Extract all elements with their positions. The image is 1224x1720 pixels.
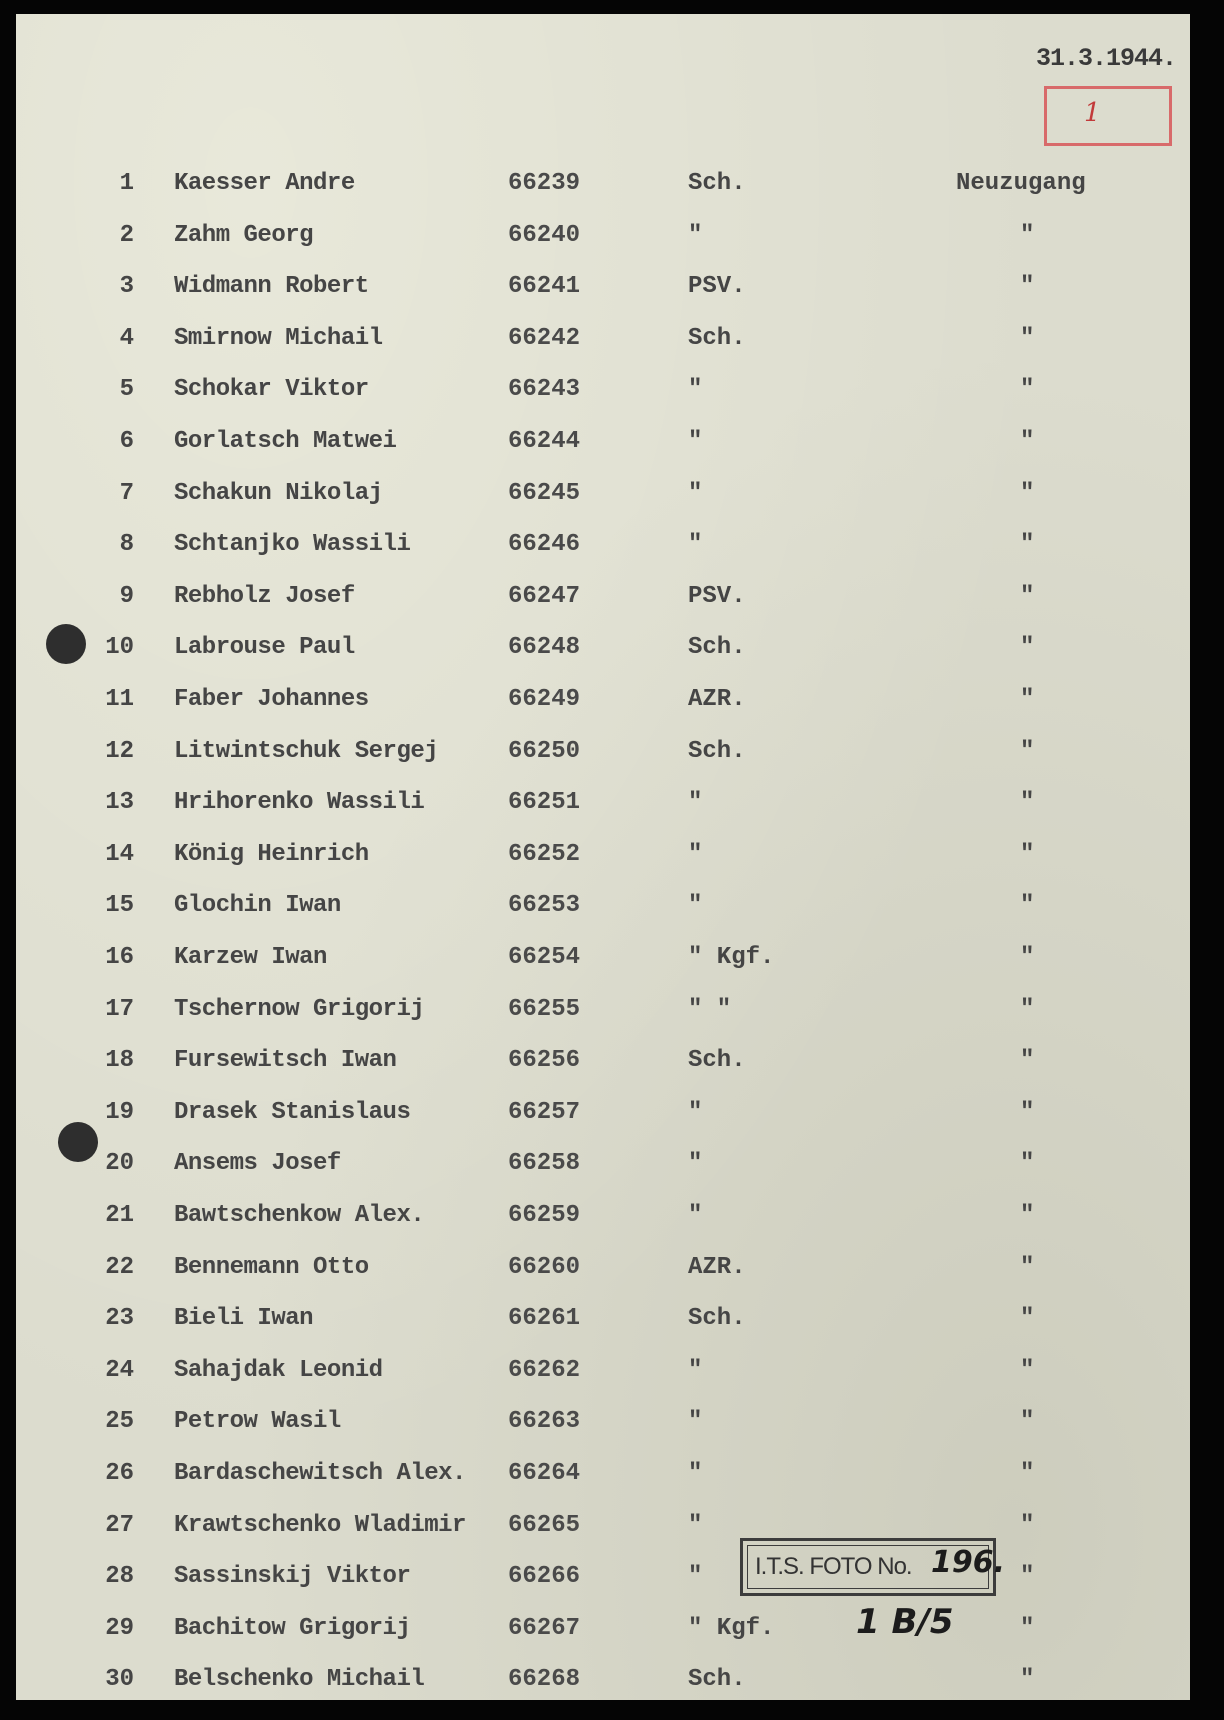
person-name: König Heinrich <box>174 840 369 868</box>
list-row <box>16 680 1190 720</box>
row-number: 23 <box>105 1305 134 1333</box>
prisoner-number: 66264 <box>508 1460 581 1487</box>
row-number: 17 <box>105 995 134 1023</box>
prisoner-number: 66246 <box>508 531 581 559</box>
category: Sch. <box>688 324 746 352</box>
list-row <box>16 422 1190 462</box>
list-row <box>16 370 1190 410</box>
category: " <box>688 1408 703 1436</box>
person-name: Gorlatsch Matwei <box>174 428 397 455</box>
category: " " <box>688 995 732 1023</box>
person-name: Fursewitsch Iwan <box>174 1047 397 1075</box>
category: Sch. <box>688 1305 746 1333</box>
category: Sch. <box>688 1666 746 1694</box>
person-name: Krawtschenko Wladimir <box>174 1511 466 1539</box>
list-row <box>16 1454 1190 1494</box>
prisoner-number: 66268 <box>508 1666 581 1694</box>
status: " <box>1020 1460 1035 1487</box>
person-name: Kaesser Andre <box>174 170 355 197</box>
its-foto-stamp <box>740 1538 1006 1596</box>
status: " <box>1020 531 1035 559</box>
row-number: 19 <box>105 1098 134 1126</box>
row-number: 28 <box>105 1563 134 1591</box>
category: AZR. <box>688 686 746 713</box>
prisoner-number: 66259 <box>508 1202 581 1229</box>
prisoner-number: 66249 <box>508 686 581 713</box>
list-row <box>16 1299 1190 1339</box>
category: " <box>688 479 703 507</box>
list-row <box>16 1402 1190 1442</box>
category: PSV. <box>688 273 746 301</box>
row-number: 15 <box>105 892 134 920</box>
category: " <box>688 1150 703 1178</box>
prisoner-number: 66252 <box>508 840 581 868</box>
row-number: 29 <box>105 1614 134 1642</box>
prisoner-number: 66244 <box>508 428 581 455</box>
status: " <box>1020 1408 1035 1436</box>
row-number: 20 <box>105 1150 134 1178</box>
status: " <box>1020 892 1035 920</box>
category: Sch. <box>688 170 746 197</box>
category: " <box>688 840 703 868</box>
person-name: Bieli Iwan <box>174 1305 314 1333</box>
list-row <box>16 732 1190 772</box>
row-number: 13 <box>105 789 134 817</box>
category: " <box>688 892 703 920</box>
status: " <box>1020 479 1035 507</box>
list-row <box>16 990 1190 1030</box>
list-row <box>16 525 1190 565</box>
list-row <box>16 1041 1190 1081</box>
status: " <box>1020 686 1035 713</box>
row-number: 7 <box>119 479 134 507</box>
stamp-label: I.T.S. FOTO No. <box>755 1553 912 1580</box>
category: " <box>688 428 703 455</box>
page-number: 1 <box>1084 98 1101 128</box>
list-row <box>16 1609 1190 1649</box>
list-row <box>16 474 1190 514</box>
row-number: 6 <box>119 428 134 455</box>
prisoner-number: 66253 <box>508 892 581 920</box>
person-name: Belschenko Michail <box>174 1666 425 1694</box>
status: " <box>1020 221 1035 249</box>
prisoner-number: 66243 <box>508 376 581 404</box>
list-row <box>16 216 1190 256</box>
row-number: 18 <box>105 1047 134 1075</box>
stamp-number: 196. <box>931 1545 1006 1580</box>
category: " <box>688 789 703 817</box>
row-number: 27 <box>105 1511 134 1539</box>
category: PSV. <box>688 582 746 610</box>
person-name: Drasek Stanislaus <box>174 1098 411 1126</box>
person-name: Widmann Robert <box>174 273 369 301</box>
row-number: 30 <box>105 1666 134 1694</box>
row-number: 9 <box>119 582 134 610</box>
category: " <box>688 1563 703 1591</box>
prisoner-number: 66262 <box>508 1356 581 1384</box>
prisoner-number: 66257 <box>508 1098 581 1126</box>
status: " <box>1020 1098 1035 1126</box>
page-number-box <box>1044 86 1172 146</box>
status: " <box>1020 1666 1035 1694</box>
status: Neuzugang <box>956 170 1086 197</box>
category: " <box>688 221 703 249</box>
status: " <box>1020 789 1035 817</box>
list-row <box>16 1506 1190 1546</box>
list-row <box>16 938 1190 978</box>
category: " <box>688 1202 703 1229</box>
person-name: Schakun Nikolaj <box>174 479 383 507</box>
status: " <box>1020 840 1035 868</box>
row-number: 14 <box>105 840 134 868</box>
list-row <box>16 1196 1190 1236</box>
person-name: Bennemann Otto <box>174 1253 369 1281</box>
row-number: 1 <box>119 170 134 197</box>
person-name: Hrihorenko Wassili <box>174 789 425 817</box>
row-number: 26 <box>105 1460 134 1487</box>
document-page <box>16 14 1190 1700</box>
category: " <box>688 376 703 404</box>
person-name: Bachitow Grigorij <box>174 1614 411 1642</box>
row-number: 8 <box>119 531 134 559</box>
list-row <box>16 577 1190 617</box>
list-row <box>16 1144 1190 1184</box>
category: " Kgf. <box>688 1614 775 1642</box>
row-number: 16 <box>105 944 134 971</box>
person-name: Schokar Viktor <box>174 376 369 404</box>
status: " <box>1020 1202 1035 1229</box>
category: AZR. <box>688 1253 746 1281</box>
prisoner-number: 66250 <box>508 737 581 765</box>
status: " <box>1020 273 1035 301</box>
prisoner-number: 66255 <box>508 995 581 1023</box>
status: " <box>1020 1047 1035 1075</box>
person-name: Schtanjko Wassili <box>174 531 411 559</box>
prisoner-number: 66260 <box>508 1253 581 1281</box>
status: " <box>1020 376 1035 404</box>
status: " <box>1020 737 1035 765</box>
prisoner-number: 66258 <box>508 1150 581 1178</box>
status: " <box>1020 944 1035 971</box>
person-name: Glochin Iwan <box>174 892 341 920</box>
row-number: 12 <box>105 737 134 765</box>
row-number: 25 <box>105 1408 134 1436</box>
person-name: Sassinskij Viktor <box>174 1563 411 1591</box>
status: " <box>1020 1305 1035 1333</box>
list-row <box>16 1248 1190 1288</box>
list-row <box>16 1093 1190 1133</box>
document-date: 31.3.1944. <box>1036 44 1177 73</box>
status: " <box>1020 582 1035 610</box>
row-number: 2 <box>119 221 134 249</box>
status: " <box>1020 995 1035 1023</box>
status: " <box>1020 1563 1035 1591</box>
list-row <box>16 1351 1190 1391</box>
status: " <box>1020 1253 1035 1281</box>
row-number: 11 <box>105 686 134 713</box>
row-number: 3 <box>119 273 134 301</box>
prisoner-number: 66241 <box>508 273 581 301</box>
prisoner-number: 66261 <box>508 1305 581 1333</box>
status: " <box>1020 1356 1035 1384</box>
category: " <box>688 1511 703 1539</box>
status: " <box>1020 324 1035 352</box>
row-number: 5 <box>119 376 134 404</box>
category: " Kgf. <box>688 944 775 971</box>
status: " <box>1020 1150 1035 1178</box>
person-name: Karzew Iwan <box>174 944 327 971</box>
prisoner-number: 66251 <box>508 789 581 817</box>
person-name: Faber Johannes <box>174 686 369 713</box>
person-name: Rebholz Josef <box>174 582 355 610</box>
category: Sch. <box>688 634 746 662</box>
status: " <box>1020 1511 1035 1539</box>
prisoner-number: 66239 <box>508 170 581 197</box>
list-row <box>16 267 1190 307</box>
prisoner-number: 66267 <box>508 1614 581 1642</box>
category: " <box>688 1356 703 1384</box>
row-number: 22 <box>105 1253 134 1281</box>
person-name: Smirnow Michail <box>174 324 383 352</box>
prisoner-number: 66248 <box>508 634 581 662</box>
list-row <box>16 886 1190 926</box>
list-row <box>16 1660 1190 1700</box>
category: " <box>688 1460 703 1487</box>
category: " <box>688 531 703 559</box>
status: " <box>1020 634 1035 662</box>
row-number: 4 <box>119 324 134 352</box>
handwritten-annotation: 1 B/5 <box>856 1602 954 1642</box>
list-row <box>16 835 1190 875</box>
person-name: Labrouse Paul <box>174 634 355 662</box>
row-number: 10 <box>105 634 134 662</box>
list-row <box>16 164 1190 204</box>
row-number: 24 <box>105 1356 134 1384</box>
person-name: Petrow Wasil <box>174 1408 341 1436</box>
list-row <box>16 319 1190 359</box>
prisoner-number: 66256 <box>508 1047 581 1075</box>
prisoner-number: 66242 <box>508 324 581 352</box>
prisoner-number: 66240 <box>508 221 581 249</box>
category: Sch. <box>688 1047 746 1075</box>
status: " <box>1020 1614 1035 1642</box>
prisoner-number: 66254 <box>508 944 581 971</box>
person-name: Bawtschenkow Alex. <box>174 1202 425 1229</box>
person-name: Ansems Josef <box>174 1150 341 1178</box>
status: " <box>1020 428 1035 455</box>
list-row <box>16 783 1190 823</box>
prisoner-number: 66263 <box>508 1408 581 1436</box>
person-name: Tschernow Grigorij <box>174 995 425 1023</box>
prisoner-number: 66265 <box>508 1511 581 1539</box>
person-name: Zahm Georg <box>174 221 314 249</box>
category: " <box>688 1098 703 1126</box>
list-row <box>16 1557 1190 1597</box>
prisoner-number: 66247 <box>508 582 581 610</box>
person-name: Bardaschewitsch Alex. <box>174 1460 466 1487</box>
row-number: 21 <box>105 1202 134 1229</box>
prisoner-number: 66266 <box>508 1563 581 1591</box>
prisoner-number: 66245 <box>508 479 581 507</box>
list-row <box>16 628 1190 668</box>
person-name: Sahajdak Leonid <box>174 1356 383 1384</box>
person-name: Litwintschuk Sergej <box>174 737 439 765</box>
category: Sch. <box>688 737 746 765</box>
